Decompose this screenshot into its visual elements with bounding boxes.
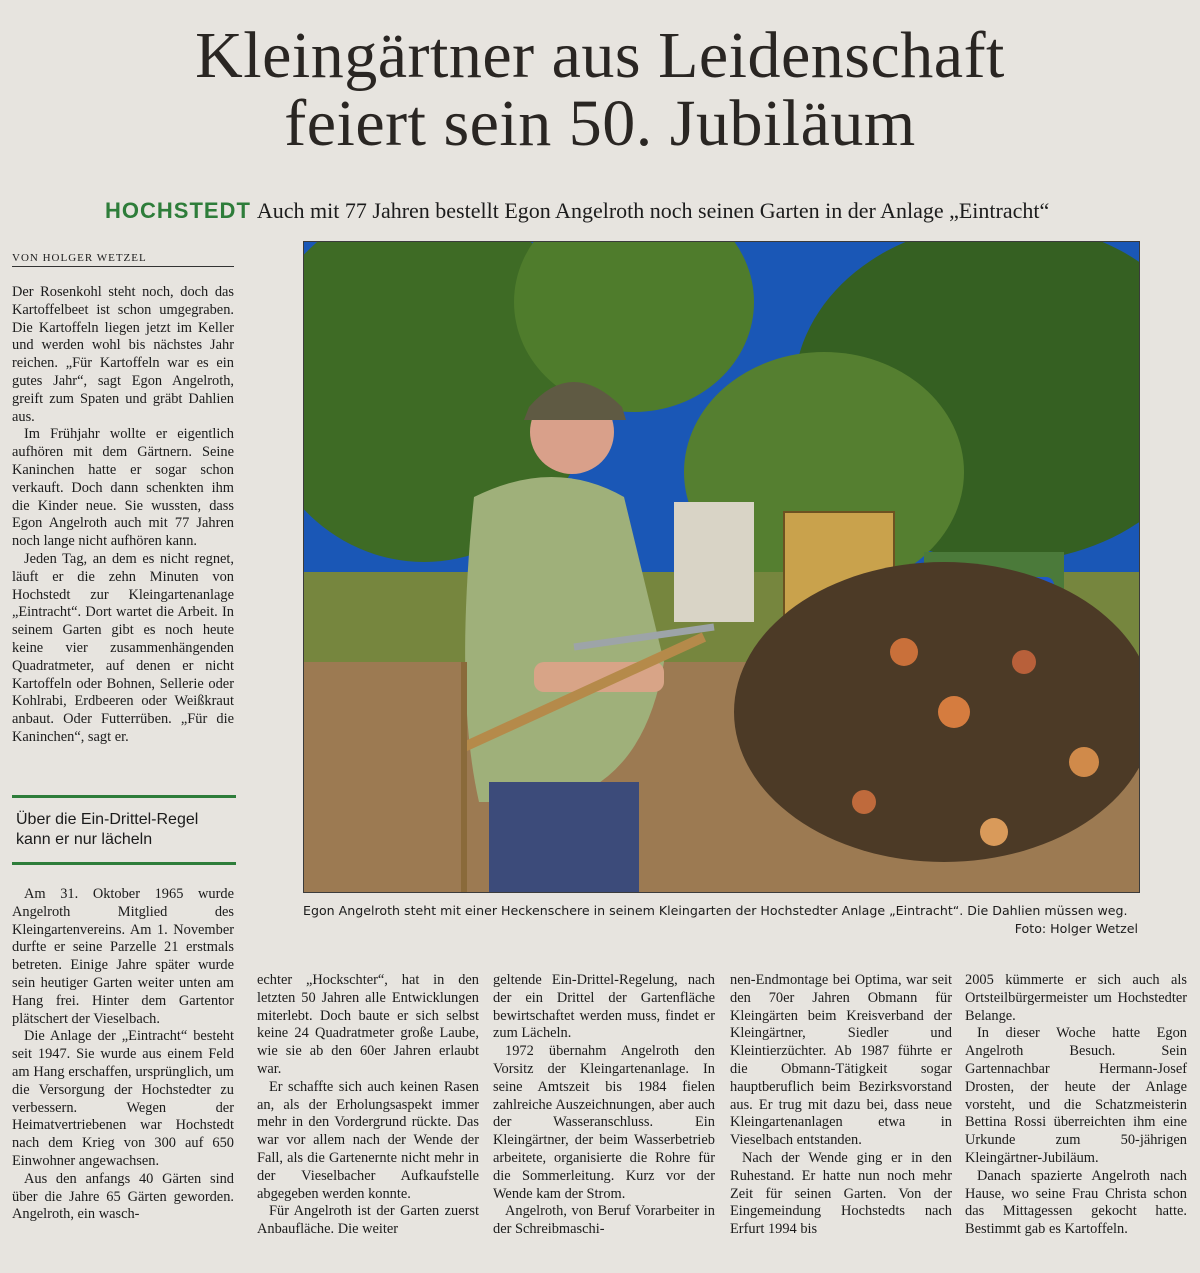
paragraph: Angelroth, von Beruf Vorarbeiter in der Schreibmaschi- xyxy=(493,1203,715,1238)
paragraph: Danach spazierte Angelroth nach Hause, wo seine Frau Christa schon das Mittagessen gekocht hatte. Bestimmt gab es Kartoffeln. xyxy=(965,1167,1187,1238)
paragraph: Im Frühjahr wollte er eigentlich aufhören mit dem Gärtnern. Seine Kaninchen hatte er sogar schon verkauft. Doch dann schenkten ihm die Kinder neue. Sie wussten, dass Egon Angelroth auch mit 77 Jahren noch lange nicht aufhören kann. xyxy=(12,426,234,550)
column-2 xyxy=(257,972,479,1239)
paragraph: Nach der Wende ging er in den Ruhestand. Er hatte nun noch mehr Zeit für seinen Garten. Von der Eingemeindung Hochstedts nach Erfurt 1994 bis xyxy=(730,1149,952,1238)
paragraph: Der Rosenkohl steht noch, doch das Kartoffelbeet ist schon umgegraben. Die Kartoffeln liegen jetzt im Keller und werden wohl bis nächstes Jahr reichen. „Für Kartoffeln war es ein gutes Jahr“, sagt Egon Angelroth, greift zum Spaten und gräbt Dahlien aus. xyxy=(12,284,234,425)
paragraph: nen-Endmontage bei Optima, war seit den 70er Jahren Obmann für Kleingärten beim Kreisverband der Kleingärtner, Siedler und Kleintierzüchter. Ab 1987 führte er die Obmann-Tätigkeit sogar hauptberuflich beim Bezirksvorstand aus. Er trug mit dazu bei, dass neue Kleingartenanlagen etwa in Vieselbach entstanden. xyxy=(730,972,952,1149)
byline: VON HOLGER WETZEL xyxy=(12,252,234,267)
paragraph: In dieser Woche hatte Egon Angelroth Besuch. Sein Gartennachbar Hermann-Josef Drosten, der heute der Anlage vorsteht, und die Schatzmeisterin Bettina Rossi überreichten ihm eine Urkunde zum 50-jährigen Kleingärtner-Jubiläum. xyxy=(965,1025,1187,1166)
paragraph: geltende Ein-Drittel-Regelung, nach der ein Drittel der Gartenfläche bewirtschaftet werden muss, findet er zum Lächeln. xyxy=(493,972,715,1042)
subheadline-text: Auch mit 77 Jahren bestellt Egon Angelroth noch seinen Garten in der Anlage „Eintracht“ xyxy=(256,198,1050,223)
paragraph: 1972 übernahm Angelroth den Vorsitz der Kleingartenanlage. In seine Amtszeit bis 1984 fielen zahlreiche Auszeichnungen, aber auch der Wasseranschluss. Ein Kleingärtner, der beim Wasserbetrieb arbeitete, organisierte die Rohre für die Sommerleitung. Kurz vor der Wende kam der Strom. xyxy=(493,1043,715,1202)
paragraph: echter „Hockschter“, hat in den letzten 50 Jahren alle Entwicklungen miterlebt. Doch baute er sich selbst keine 24 Quadratmeter große Laube, wie sie ab den 60er Jahren erlaubt war. xyxy=(257,972,479,1077)
headline-line-1: Kleingärtner aus Leidenschaft xyxy=(195,19,1005,92)
paragraph: Für Angelroth ist der Garten zuerst Anbaufläche. Die weiter xyxy=(257,1203,479,1238)
paragraph: Jeden Tag, an dem es nicht regnet, läuft er die zehn Minuten von Hochstedt zur Kleingartenanlage „Eintracht“. Dort wartet die Arbeit. In seinem Garten gibt es noch heute keine vier zusammenhängenden Quadratmeter, auf denen er nicht Kartoffeln oder Bohnen, Sellerie oder Kohlrabi, Erdbeeren oder Weißkraut anbaut. Oder Futterrüben. „Für die Kaninchen“, sagt er. xyxy=(12,550,234,745)
headline xyxy=(0,19,1200,160)
dahlia-bushes xyxy=(734,562,1139,862)
intertitle: Über die Ein-Drittel-Regel kann er nur lächeln xyxy=(16,811,199,848)
paragraph: Am 31. Oktober 1965 wurde Angelroth Mitglied des Kleingartenvereins. Am 1. November durfte er seine Parzelle 21 erstmals betreten. Einige Jahre später wurde sein heutiger Garten weiter unten am Hang frei. Hinter dem Gartentor plätschert der Vieselbach. xyxy=(12,886,234,1027)
column-4 xyxy=(730,972,952,1239)
column-3 xyxy=(493,972,715,1239)
column-5 xyxy=(965,972,1187,1239)
article-photo xyxy=(303,241,1140,893)
paragraph: Die Anlage der „Eintracht“ besteht seit 1947. Sie wurde aus einem Feld am Hang erschaffen, ursprünglich, um die Versorgung der Hochstedter zu verbessern. Wegen der Heimatvertriebenen war Hochstedt nach dem Krieg von 300 auf 650 Einwohner angewachsen. xyxy=(12,1028,234,1169)
photo-credit: Foto: Holger Wetzel xyxy=(1014,921,1138,936)
intertitle-box xyxy=(12,795,236,865)
headline-line-2: feiert sein 50. Jubiläum xyxy=(284,87,916,160)
paragraph: 2005 kümmerte er sich auch als Ortsteilbürgermeister um Hochstedter Belange. xyxy=(965,972,1187,1024)
gardener-photo-illustration xyxy=(304,242,1139,892)
subheadline xyxy=(105,198,1155,224)
paragraph: Er schaffte sich auch keinen Rasen an, als der Erholungsaspekt immer mehr in den Vordergrund rückte. Das war vor allem nach der Wende der Fall, als die Gartenernte nicht mehr in der Vieselbacher Aufkaufstelle abgegeben werden konnte. xyxy=(257,1078,479,1202)
location-kicker: HOCHSTEDT xyxy=(105,198,251,223)
column-1-bottom xyxy=(12,886,234,1224)
column-1-top xyxy=(12,284,234,747)
paragraph: Aus den anfangs 40 Gärten sind über die Jahre 65 Gärten geworden. Angelroth, ein wasch- xyxy=(12,1170,234,1223)
photo-caption: Egon Angelroth steht mit einer Heckenschere in seinem Kleingarten der Hochstedter Anlage „Eintracht“. Die Dahlien müssen weg. xyxy=(303,903,1128,918)
